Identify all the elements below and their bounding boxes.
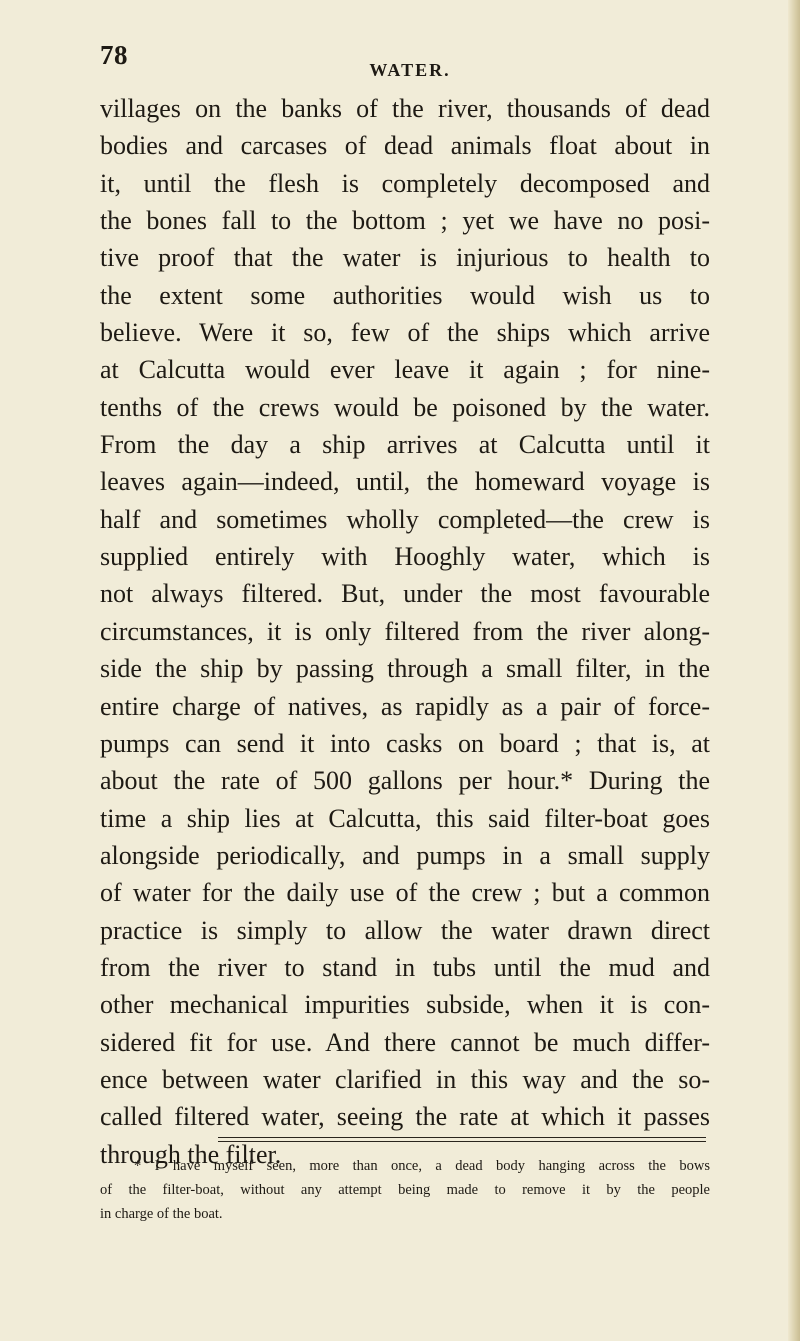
footnote-rule	[218, 1137, 706, 1138]
footnote	[100, 1154, 710, 1226]
text-line: the bones fall to the bottom ; yet we have no posi-	[100, 206, 710, 236]
body-text	[100, 90, 710, 1173]
text-line: leaves again—indeed, until, the homeward voyage is	[100, 467, 710, 497]
text-line: not always filtered. But, under the most favourable	[100, 579, 710, 609]
footnote-line: * I have myself seen, more than once, a dead body hanging across the bows	[134, 1158, 710, 1174]
text-line: through the filter.	[100, 1139, 282, 1169]
footnote-rule	[218, 1141, 706, 1142]
text-line: it, until the flesh is completely decomposed and	[100, 168, 710, 198]
text-line: called filtered water, seeing the rate at which it passes	[100, 1102, 710, 1132]
text-line: tenths of the crews would be poisoned by the water.	[100, 392, 710, 422]
text-line: villages on the banks of the river, thousands of dead	[100, 94, 710, 123]
text-line: at Calcutta would ever leave it again ; for nine-	[100, 355, 710, 385]
footnote-line: in charge of the boat.	[100, 1206, 223, 1222]
text-line: tive proof that the water is injurious to health to	[100, 243, 710, 273]
text-line: half and sometimes wholly completed—the crew is	[100, 504, 710, 534]
text-line: entire charge of natives, as rapidly as a pair of force-	[100, 691, 710, 721]
text-line: bodies and carcases of dead animals float about in	[100, 131, 710, 161]
text-line: From the day a ship arrives at Calcutta until it	[100, 430, 710, 460]
text-line: from the river to stand in tubs until the mud and	[100, 952, 710, 982]
text-line: sidered fit for use. And there cannot be much differ-	[100, 1027, 710, 1057]
page-number: 78	[100, 40, 128, 70]
footnote-line: of the filter-boat, without any attempt being made to remove it by the people	[100, 1182, 710, 1198]
text-line: of water for the daily use of the crew ; but a common	[100, 878, 710, 908]
text-line: circumstances, it is only filtered from the river along-	[100, 616, 710, 646]
text-line: practice is simply to allow the water drawn direct	[100, 915, 710, 945]
text-line: the extent some authorities would wish us to	[100, 280, 710, 310]
text-line: side the ship by passing through a small filter, in the	[100, 654, 710, 684]
text-line: about the rate of 500 gallons per hour.* During the	[100, 766, 710, 796]
text-line: time a ship lies at Calcutta, this said filter-boat goes	[100, 803, 710, 833]
page-edge	[788, 0, 800, 1341]
page-header	[100, 40, 720, 80]
text-line: pumps can send it into casks on board ; that is, at	[100, 728, 710, 758]
text-line: alongside periodically, and pumps in a small supply	[100, 840, 710, 870]
text-line: other mechanical impurities subside, when it is con-	[100, 990, 710, 1020]
text-line: believe. Were it so, few of the ships which arrive	[100, 318, 710, 348]
text-line: supplied entirely with Hooghly water, which is	[100, 542, 710, 572]
running-head: WATER.	[369, 60, 451, 80]
text-line: ence between water clarified in this way and the so-	[100, 1064, 710, 1094]
